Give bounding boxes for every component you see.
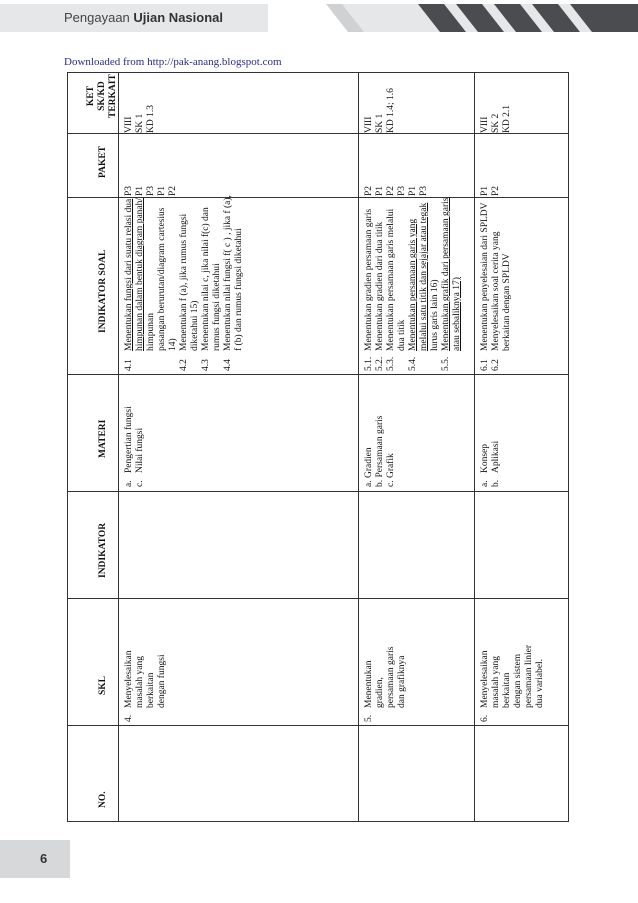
col-divider — [68, 491, 568, 492]
header-materi: MATERI — [98, 419, 108, 458]
materi-row-6: a.Konsep b.Aplikasi — [480, 440, 501, 487]
ket-row-5: VIII SK 1 KD 1.4; 1.6 — [364, 88, 396, 133]
soal-5-3: 5.3.Menentukan persamaan garis melalui — [386, 208, 396, 371]
soal-5-2: 5.2.Menentukan gradien dari dua titik — [375, 221, 385, 371]
page-number: 6 — [40, 851, 48, 866]
col-divider — [68, 725, 568, 726]
header-no: NO. — [98, 791, 108, 808]
header-paket: PAKET — [98, 145, 108, 178]
indikator-row-5: 5.Menentukan gradien, persamaan garis dan grafiknya — [364, 646, 407, 722]
indikator-row-4: 4.Menyelesaikan masalah yang berkaitan dengan fungsi — [124, 650, 167, 722]
indikator-row-6: 6.Menyelesaikan masalah yang berkaitan dengan sistem persamaan linier dua variabel. — [480, 644, 545, 722]
soal-5-1: 5.1.Menentukan gradien persamaan garis — [364, 208, 374, 371]
rotated-table — [67, 72, 569, 822]
soal-4-1: 4.1Menentukan fungsi dari suatu relasi dua — [124, 198, 134, 371]
col-divider — [68, 133, 568, 134]
ket-row-6: VIII SK 2 KD 2.1 — [480, 105, 512, 133]
paket-col-row-4: P3 P1 P3 P1 P2 — [124, 185, 178, 196]
col-divider — [68, 374, 568, 375]
download-source: Downloaded from http://pak-anang.blogspot.com — [64, 56, 282, 68]
indikator-soal-row-5: 5.1.Menentukan gradien persamaan garis 5.2.Menentukan gradien dari dua titik 5.3.Menentukan persamaan garis melalui dua titik 5.4.Menentukan persamaan garis yang melalui satu titik dan sejajar atau tegak lurus garis lain 16) 5.5.Menentukan grafik dari persamaan garis atau sebaliknya 17) — [364, 197, 462, 371]
header-skl: SKL — [98, 675, 108, 695]
header-divider — [118, 73, 119, 821]
soal-6-1: 6.1Menentukan penyelesaian dari SPLDV — [480, 202, 490, 371]
page-header — [0, 0, 638, 38]
ket-row-4: VIII SK 1 KD 1.3 — [124, 105, 156, 133]
header-stripes-decoration — [268, 4, 638, 32]
col-divider — [68, 598, 568, 599]
paket-col-row-6: P1 P2 — [480, 185, 501, 196]
soal-4-4: 4.4Menentukan nilai fungsi f( c ) , jika f (a), — [223, 195, 233, 371]
soal-4-2: 4.2Menentukan f (a), jika rumus fungsi — [179, 213, 189, 371]
soal-6-2: 6.2Menyelesaikan soal cerita yang — [491, 231, 501, 371]
header-indikator-soal: INDIKATOR SOAL — [98, 249, 108, 333]
soal-4-3: 4.3Menentukan nilai c, jika nilai f(c) dan — [201, 207, 211, 371]
materi-row-4: a.Pengertian fungsi c.Nilai fungsi — [124, 406, 145, 487]
header-ket-sk-kd: KET SK/KD TERKAIT — [86, 74, 118, 118]
row-divider — [358, 73, 359, 821]
indikator-soal-row-4: 4.1Menentukan fungsi dari suatu relasi dua himpunan dalam bentuk diagram panah/ himpunan pasangan berurutan/diagram cartesius 14) 4.2Menentukan f (a), jika rumus fungsi diketahui 15) 4.3Menentukan nilai c, jika nilai f(c) dan rumus fungsi diketahui 4.4Menentukan nilai fungsi f( c ) , jika f (a), f (b) dan rumus fungsi diketahui — [124, 195, 244, 371]
paket-col-row-5: P2 P1 P2 P3 P1 P3 — [364, 185, 429, 196]
soal-5-5: 5.5.Menentukan grafik dari persamaan garis — [441, 197, 451, 371]
soal-5-4: 5.4.Menentukan persamaan garis yang — [408, 218, 418, 371]
header-indikator: INDIKATOR — [98, 522, 108, 578]
page-number-tab — [0, 840, 70, 878]
materi-row-5: a. Gradien b. Persamaan garis c. Grafik — [364, 415, 396, 487]
header-title: Pengayaan Ujian Nasional — [64, 10, 223, 25]
indikator-soal-row-6: 6.1Menentukan penyelesaian dari SPLDV 6.2Menyelesaikan soal cerita yang berkaitan dengan SPLDV — [480, 202, 512, 371]
row-divider — [474, 73, 475, 821]
